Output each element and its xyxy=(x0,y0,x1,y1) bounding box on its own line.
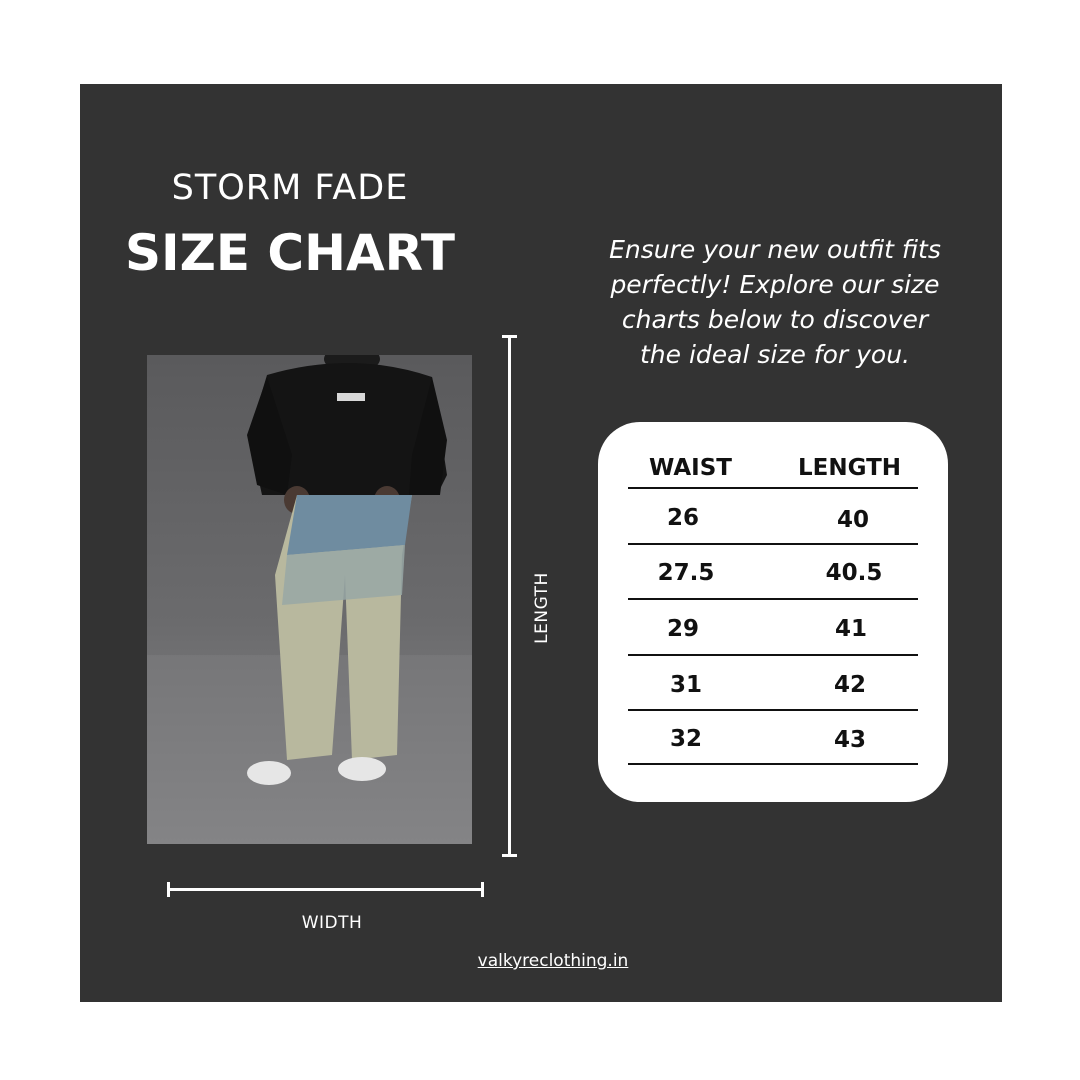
width-label: WIDTH xyxy=(301,913,363,933)
table-divider xyxy=(628,654,918,656)
table-divider xyxy=(628,598,918,600)
table-cell-length: 41 xyxy=(834,616,867,642)
table-cell-length: 43 xyxy=(833,727,866,753)
table-cell-waist: 27.5 xyxy=(657,560,715,586)
model-illustration xyxy=(147,355,472,844)
table-cell-length: 40 xyxy=(836,507,869,533)
width-measure-line xyxy=(167,888,484,891)
table-cell-length: 42 xyxy=(833,672,866,698)
product-photo xyxy=(147,355,472,844)
page-title: SIZE CHART xyxy=(124,224,456,282)
product-name: STORM FADE xyxy=(171,168,409,208)
length-measure-line xyxy=(508,335,511,857)
table-cell-waist: 26 xyxy=(666,505,699,531)
tagline-line-1: Ensure your new outfit fits xyxy=(609,235,941,264)
website-link[interactable]: valkyreclothing.in xyxy=(477,951,629,971)
table-header-length: LENGTH xyxy=(798,455,902,481)
table-divider xyxy=(628,543,918,545)
table-header-waist: WAIST xyxy=(649,455,732,481)
tagline-line-2: perfectly! Explore our size xyxy=(610,270,940,299)
length-label: LENGTH xyxy=(532,572,552,644)
table-cell-waist: 32 xyxy=(669,726,702,752)
table-divider xyxy=(628,763,918,765)
tagline xyxy=(580,232,970,372)
table-divider xyxy=(628,487,918,489)
table-cell-waist: 31 xyxy=(669,672,702,698)
table-divider xyxy=(628,709,918,711)
tagline-line-3: charts below to discover xyxy=(621,305,929,334)
tagline-line-4: the ideal size for you. xyxy=(639,340,910,369)
table-cell-waist: 29 xyxy=(666,616,699,642)
table-cell-length: 40.5 xyxy=(825,560,883,586)
